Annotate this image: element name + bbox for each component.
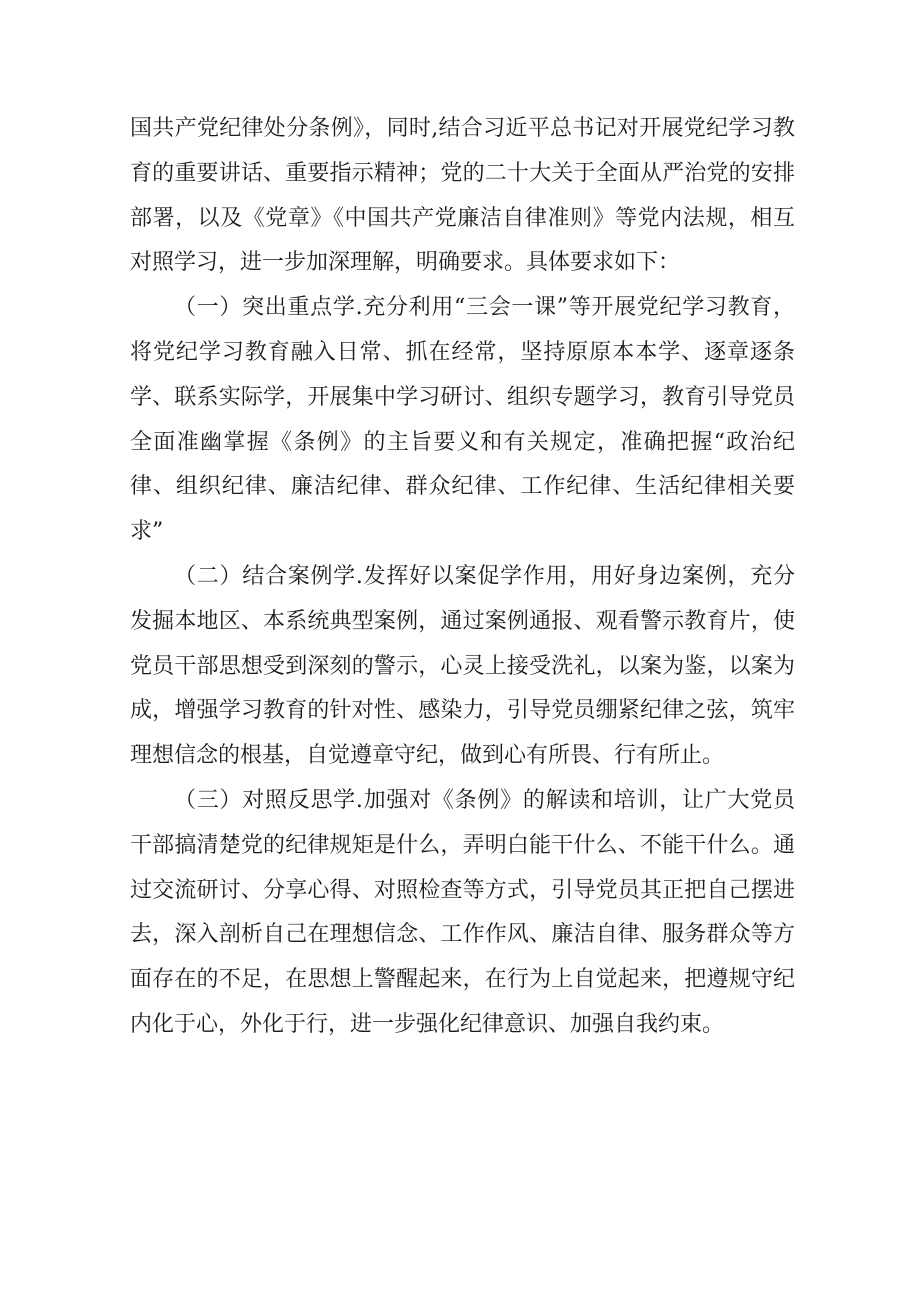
document-body: [130, 107, 795, 1048]
paragraph-item-3: （三）对照反思学.加强对《条例》的解读和培训，让广大党员干部搞清楚党的纪律规矩是什么，弄明白能干什么、不能干什么。通过交流研讨、分享心得、对照检查等方式，引导党员其正把自己摆进去，深入剖析自己在理想信念、工作作风、廉洁自律、服务群众等方面存在的不足，在思想上警醒起来，在行为上自觉起来，把遵规守纪内化于心，外化于行，进一步强化纪律意识、加强自我约束。: [130, 787, 795, 1037]
paragraph-intro: 国共产党纪律处分条例》，同时,结合习近平总书记对开展党纪学习教育的重要讲话、重要指示精神；党的二十大关于全面从严治党的安排部署，以及《党章》《中国共产党廉洁自律准则》等党内法规，相互对照学习，进一步加深理解，明确要求。具体要求如下：: [130, 116, 795, 276]
paragraph-item-1: （一）突出重点学.充分利用“三会一课”等开展党纪学习教育，将党纪学习教育融入日常、抓在经常，坚持原原本本学、逐章逐条学、联系实际学，开展集中学习研讨、组织专题学习，教育引导党员全面准幽掌握《条例》的主旨要义和有关规定，准确把握“政治纪律、组织纪律、廉洁纪律、群众纪律、工作纪律、生活纪律相关要求”: [130, 295, 795, 545]
paragraph-item-2: （二）结合案例学.发挥好以案促学作用，用好身边案例，充分发掘本地区、本系统典型案例，通过案例通报、观看警示教育片，使党员干部思想受到深刻的警示，心灵上接受洗礼，以案为鉴，以案为成，增强学习教育的针对性、感染力，引导党员绷紧纪律之弦，筑牢理想信念的根基，自觉遵章守纪，做到心有所畏、行有所止。: [130, 563, 795, 769]
